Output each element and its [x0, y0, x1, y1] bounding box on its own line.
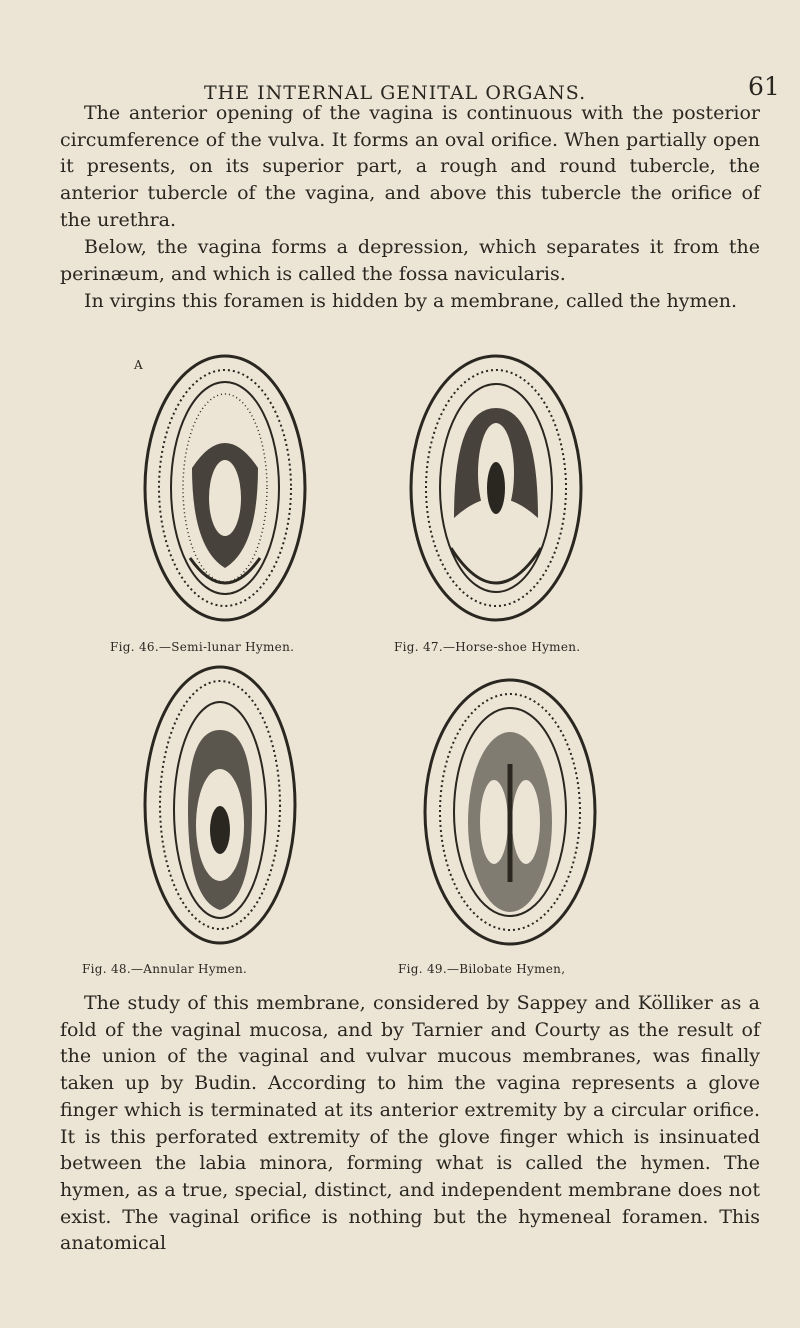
- paragraph-2: Below, the vagina forms a depression, which separates it from the perinæum, and which is called the fossa navicularis.: [60, 236, 760, 285]
- paragraph-3: In virgins this foramen is hidden by a membrane, called the hymen.: [84, 290, 738, 312]
- semi-lunar-hymen-illustration: [130, 348, 320, 628]
- bilobate-hymen-illustration: [410, 672, 610, 952]
- running-title: THE INTERNAL GENITAL ORGANS.: [204, 82, 587, 104]
- paragraph-1: The anterior opening of the vagina is continuous with the posterior circumference of the vulva. It forms an oval orifice. When partially open it presents, on its superior part, a rough and round tubercle, the anterior tubercle of the vagina, and above this tubercle the orifice of the urethra.: [60, 102, 760, 231]
- figure-46-tag: A: [134, 358, 143, 372]
- figure-47: [394, 348, 596, 654]
- figure-49: [398, 672, 610, 976]
- figure-46-caption: Fig. 46.—Semi-lunar Hymen.: [110, 640, 295, 654]
- figure-46: [110, 348, 320, 654]
- page-number: 61: [748, 72, 780, 101]
- horse-shoe-hymen-illustration: [396, 348, 596, 628]
- page-header: [0, 70, 800, 104]
- paragraph-4: The study of this membrane, considered by Sappey and Kölliker as a fold of the vaginal mucosa, and by Tarnier and Courty as the result of the union of the vaginal and vulvar mucous membranes, was finally taken up by Budin. According to him the vagina represents a glove finger which is terminated at its anterior extremity by a circular orifice. It is this perforated extremity of the glove finger which is insinuated between the labia minora, forming what is called the hymen. The hymen, as a true, special, distinct, and independent membrane does not exist. The vaginal orifice is nothing but the hymeneal foramen. This anatomical: [60, 992, 760, 1255]
- annular-hymen-illustration: [130, 660, 310, 950]
- figure-48: [82, 660, 310, 976]
- figure-49-caption: Fig. 49.—Bilobate Hymen,: [398, 962, 566, 976]
- figure-47-caption: Fig. 47.—Horse-shoe Hymen.: [394, 640, 581, 654]
- figure-48-caption: Fig. 48.—Annular Hymen.: [82, 962, 248, 976]
